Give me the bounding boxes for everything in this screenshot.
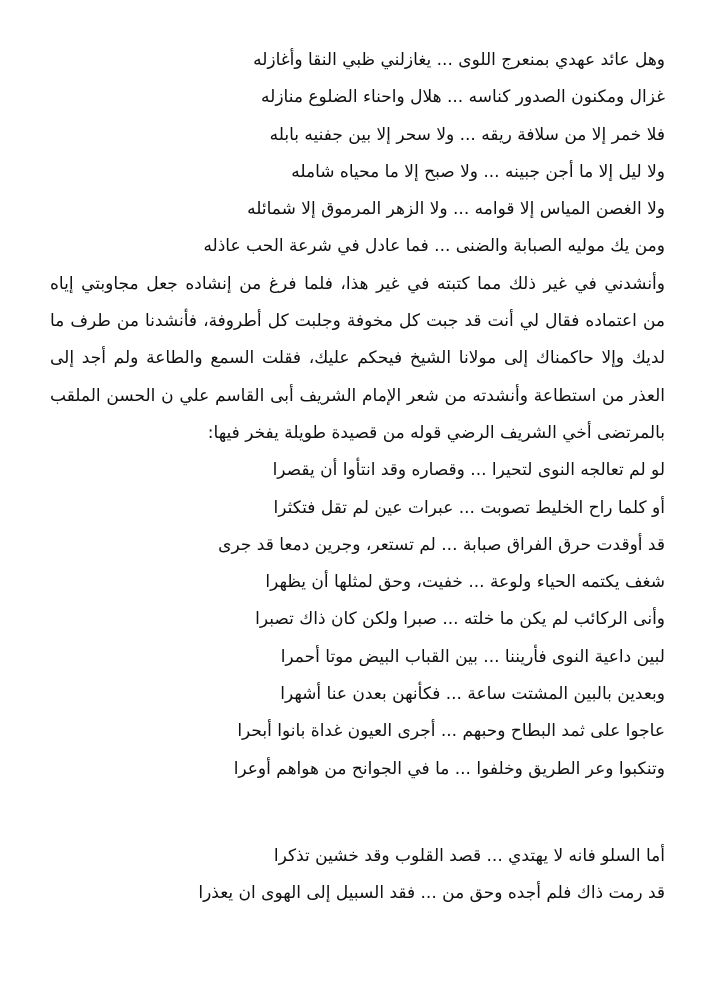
poem-verse: قد أوقدت حرق الفراق صبابة ... لم تستعر، وجرين دمعا قد جرى (218, 534, 665, 555)
prose-paragraph (50, 266, 665, 452)
blank-gap (50, 788, 665, 838)
poem-verse: أما السلو فانه لا يهتدي ... قصد القلوب وقد خشين تذكرا (273, 845, 665, 866)
poem-verse: وتنكبوا وعر الطريق وخلفوا ... ما في الجوانح من هواهم أوعرا (233, 758, 665, 779)
prose-line: وأنشدني في غير ذلك مما كتبته في غير هذا، فلما فرغ من إنشاده جعل مجاوبتي إياه (50, 273, 665, 294)
poem-verse: عاجوا على ثمد البطاح وحبهم ... أجرى العيون غداة بانوا أبحرا (237, 721, 665, 742)
poem-block-3 (50, 838, 665, 913)
poem-verse: ومن يك موليه الصبابة والضنى ... فما عادل في شرعة الحب عاذله (203, 236, 665, 257)
poem-verse: أو كلما راح الخليط تصوبت ... عبرات عين لم تقل فتكثرا (273, 497, 665, 518)
prose-line: من اعتماده فقال لي أنت قد جبت كل مخوفة وجلبت كل أطروفة، فأنشدنا من طرف ما (50, 311, 665, 332)
poem-verse: قد رمت ذاك فلم أجده وحق من ... فقد السبيل إلى الهوى ان يعذرا (198, 883, 665, 904)
poem-verse: فلا خمر إلا من سلافة ريقه ... ولا سحر إلا بين جفنيه بابله (269, 124, 665, 145)
poem-verse: وبعدين بالبين المشتت ساعة ... فكأنهن بعدن عنا أشهرا (280, 684, 665, 705)
prose-line: لديك وإلا حاكمناك إلى مولانا الشيخ فيحكم عليك، فقلت السمع والطاعة ولم أجد إلى (50, 348, 665, 369)
poem-verse: لو لم تعالجه النوى لتحيرا ... وقصاره وقد انتأوا أن يقصرا (272, 460, 665, 481)
prose-line: العذر من استطاعة وأنشدته من شعر الإمام الشريف أبى القاسم علي ن الحسن الملقب (50, 385, 665, 406)
poem-verse: ولا ليل إلا ما أجن جبينه ... ولا صبح إلا ما محياه شامله (291, 161, 665, 182)
poem-verse: وهل عائد عهدي بمنعرج اللوى ... يغازلني ظبي النقا وأغازله (253, 50, 665, 70)
poem-verse: لبين داعية النوى فأريننا ... بين القباب البيض موتا أحمرا (280, 646, 665, 667)
poem-verse: ولا الغصن المياس إلا قوامه ... ولا الزهر المرموق إلا شمائله (247, 199, 665, 220)
poem-verse: وأنى الركائب لم يكن ما خلته ... صبرا ولكن كان ذاك تصبرا (255, 609, 665, 630)
poem-block-2 (50, 452, 665, 788)
document-page (50, 42, 665, 913)
poem-block-1 (50, 42, 665, 266)
poem-verse: شغف يكتمه الحياء ولوعة ... خفيت، وحق لمثلها أن يظهرا (265, 572, 665, 593)
prose-line: بالمرتضى أخي الشريف الرضي قوله من قصيدة طويلة يفخر فيها: (207, 422, 665, 443)
poem-verse: غزال ومكنون الصدور كناسه ... هلال واحناء الضلوع منازله (261, 87, 665, 108)
